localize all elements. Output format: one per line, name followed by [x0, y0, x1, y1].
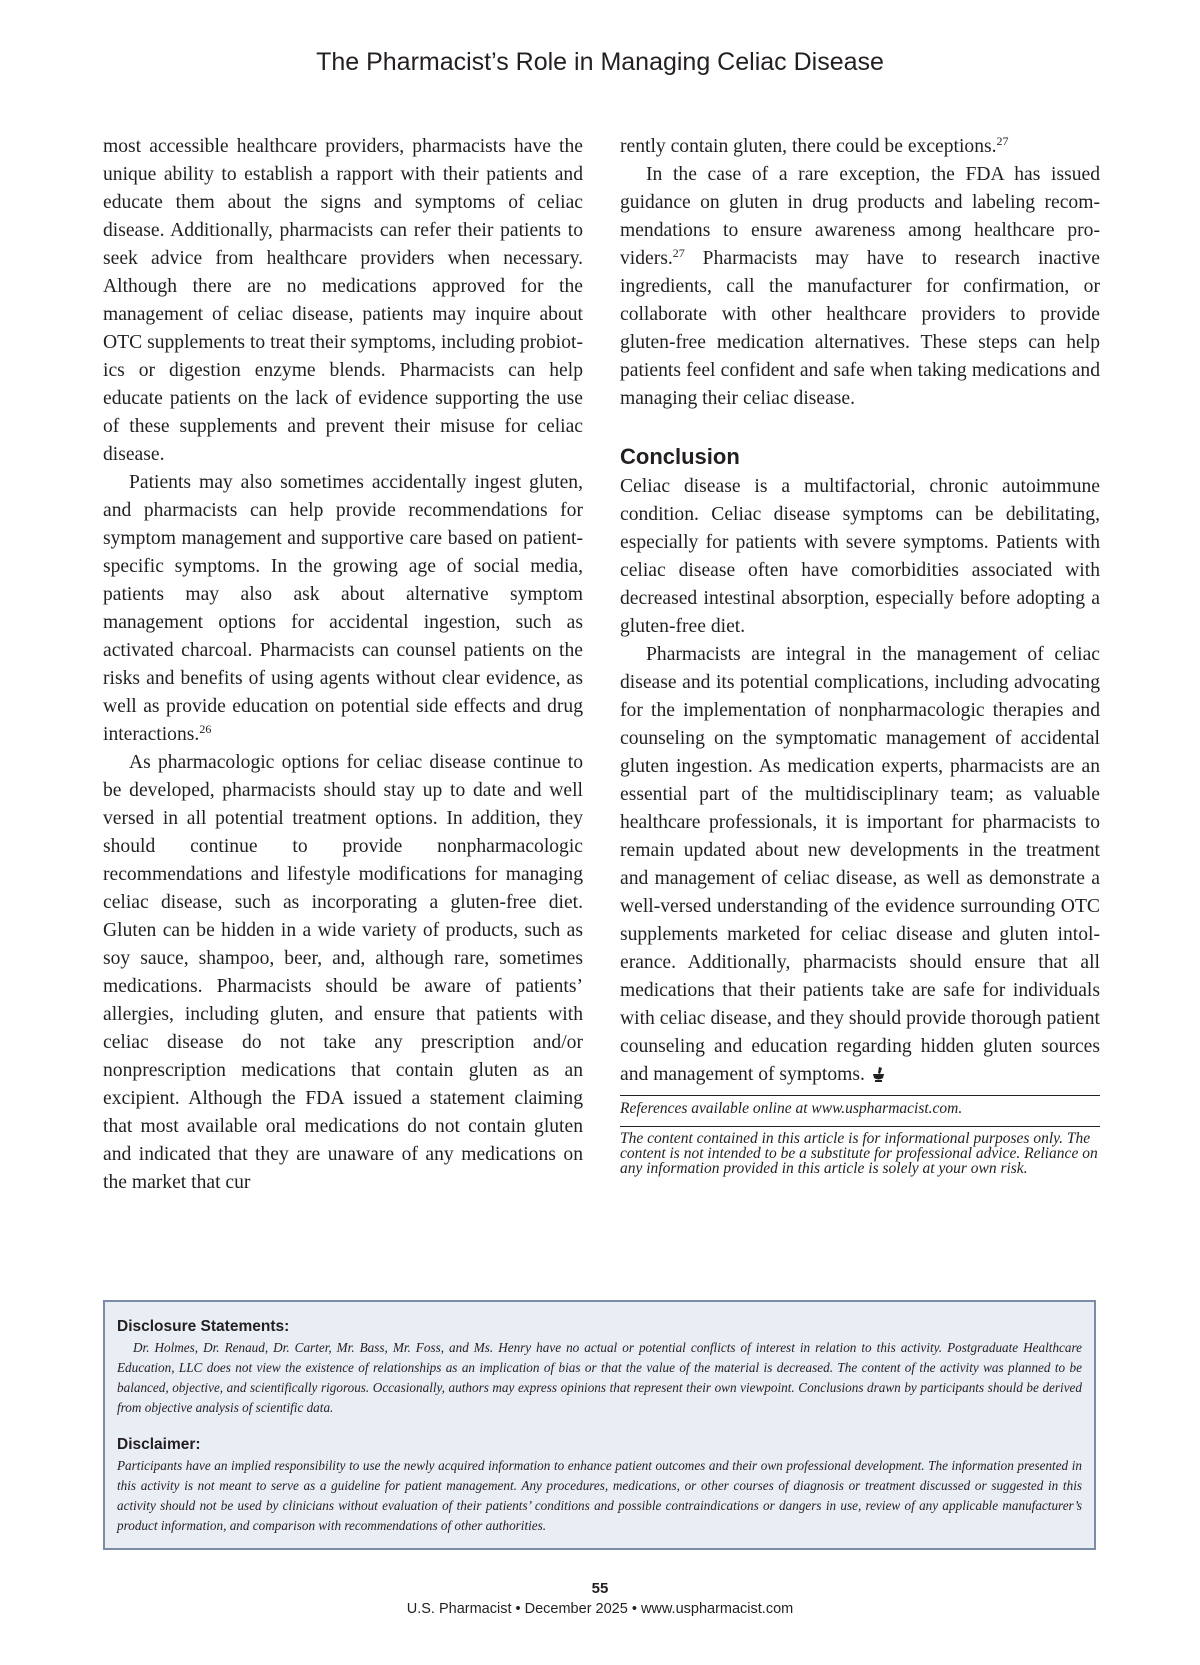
body-paragraph: [620, 161, 1100, 413]
paragraph-text: In the case of a rare exception, the FDA has issued guidance on gluten in drug products and labeling recommendations to ensure awareness among healthcare providers.: [620, 164, 1100, 269]
body-paragraph: most accessible healthcare providers, pharmacists have the unique ability to establish a rapport with their patients and educate them about the signs and symptoms of celiac disease. Additionally, pharmacists can refer their patients to seek advice from healthcare providers when necessary. Although there are no medications approved for the management of celiac disease, patients may inquire about OTC supplements to treat their symptoms, including probiotics or digestion enzyme blends. Pharmacists can help educate patients on the lack of evidence supporting the use of these supplements and prevent their misuse for celiac disease.: [103, 136, 583, 465]
paragraph-text: Pharmacists are integral in the management of celiac disease and its potential complications, including advocating for the implementation of nonpharmacologic therapies and counseling on the symptomatic management of accidental gluten ingestion. As medication experts, pharmacists are an essential part of the multidisciplinary team; as valuable healthcare professionals, it is important for pharmacists to remain updated about new developments in the treatment and management of celiac disease, as well as demonstrate a well-versed understanding of the evidence surrounding OTC supplements marketed for celiac disease and gluten intolerance. Additionally, pharmacists should ensure that all medications that their patients take are safe for individuals with celiac disease, and they should provide thorough patient counseling and education regarding hidden gluten sources and management of symptoms.: [620, 644, 1100, 1085]
references-note: References available online at www.uspharmacist.com.: [620, 1095, 1100, 1118]
reference-superscript: 26: [199, 722, 212, 736]
right-column: [620, 133, 1100, 1176]
reference-superscript: 27: [996, 134, 1009, 148]
disclaimer-heading: Disclaimer:: [117, 1436, 201, 1453]
body-paragraph: [620, 641, 1100, 1089]
disclosure-box: [103, 1300, 1096, 1550]
publication-footer: U.S. Pharmacist • December 2025 • www.uspharmacist.com: [406, 1601, 794, 1617]
mortar-and-pestle-icon: [873, 1067, 884, 1082]
paragraph-text: Patients may also sometimes accidentally ingest gluten, and pharmacists can help provide recommendations for symptom management and supportive care based on patient-specific symptoms. In the growing age of social media, patients may also ask about alternative symptom management options for accidental ingestion, such as activated charcoal. Pharmacists can counsel patients on the risks and benefits of using agents without clear evidence, as well as provide education on potential side effects and drug interactions.: [103, 472, 583, 745]
page-number: 55: [591, 1580, 609, 1597]
running-title: The Pharmacist’s Role in Managing Celiac Disease: [316, 48, 884, 76]
disclosure-heading: Disclosure Statements:: [117, 1318, 290, 1335]
left-column: [103, 133, 583, 1197]
content-disclaimer-note: The content contained in this article is for informational purposes only. The content is not intended to be a substitute for professional advice. Reliance on any information provided in this article is solely at your own risk.: [620, 1126, 1100, 1176]
body-paragraph: As pharmacologic options for celiac disease continue to be developed, pharmacists should stay up to date and well versed in all potential treatment options. In addition, they should continue to provide nonpharmacologic recommendations and lifestyle modifications for managing celiac disease, such as incorporating a gluten-free diet. Gluten can be hidden in a wide variety of products, such as soy sauce, shampoo, beer, and, although rare, sometimes medications. Pharmacists should be aware of patients’ allergies, including gluten, and ensure that patients with celiac disease do not take any prescription and/​or nonprescription medications that contain gluten as an excipient. Although the FDA issued a statement claiming that most available oral medications do not contain gluten and indicated that they are unaware of any medications on the market that cur: [103, 752, 583, 1193]
paragraph-text: Pharmacists may have to research inactive ingredients, call the manufacturer for confirmation, or collaborate with other healthcare providers to provide gluten-free medication alternatives. These steps can help patients feel confident and safe when taking medications and managing their celiac disease.: [620, 248, 1100, 409]
body-paragraph: [103, 469, 583, 749]
reference-superscript: 27: [672, 246, 685, 260]
conclusion-heading: Conclusion: [620, 444, 740, 469]
disclosure-text: Dr. Holmes, Dr. Renaud, Dr. Carter, Mr. Bass, Mr. Foss, and Ms. Henry have no actual or potential conflicts of interest in relation to this activity. Postgraduate Healthcare Education, LLC does not view the existence of relationships as an implication of bias or that the value of the material is decreased. The content of the activity was planned to be balanced, objective, and scientifically rigorous. Occasionally, authors may express opinions that represent their own viewpoint. Conclusions drawn by participants should be derived from objective analysis of scientific data.: [117, 1340, 1082, 1415]
paragraph-text: rently contain gluten, there could be exceptions.: [620, 136, 997, 157]
body-paragraph: [620, 133, 1100, 161]
disclaimer-text: Participants have an implied responsibility to use the newly acquired information to enhance patient outcomes and their own professional development. The information presented in this activity is not meant to serve as a guideline for patient management. Any procedures, medications, or other courses of diagnosis or treatment discussed or suggested in this activity should not be used by clinicians without evaluation of their patients’ conditions and possible contraindications or dangers in use, review of any applicable manufacturer’s product information, and comparison with recommendations of other authorities.: [117, 1458, 1082, 1533]
body-paragraph: Celiac disease is a multifactorial, chronic autoimmune condition. Celiac disease symptoms can be debilitating, especially for patients with severe symptoms. Patients with celiac disease often have comorbidities associated with decreased intestinal absorption, especially before adopting a gluten-free diet.: [620, 476, 1100, 637]
